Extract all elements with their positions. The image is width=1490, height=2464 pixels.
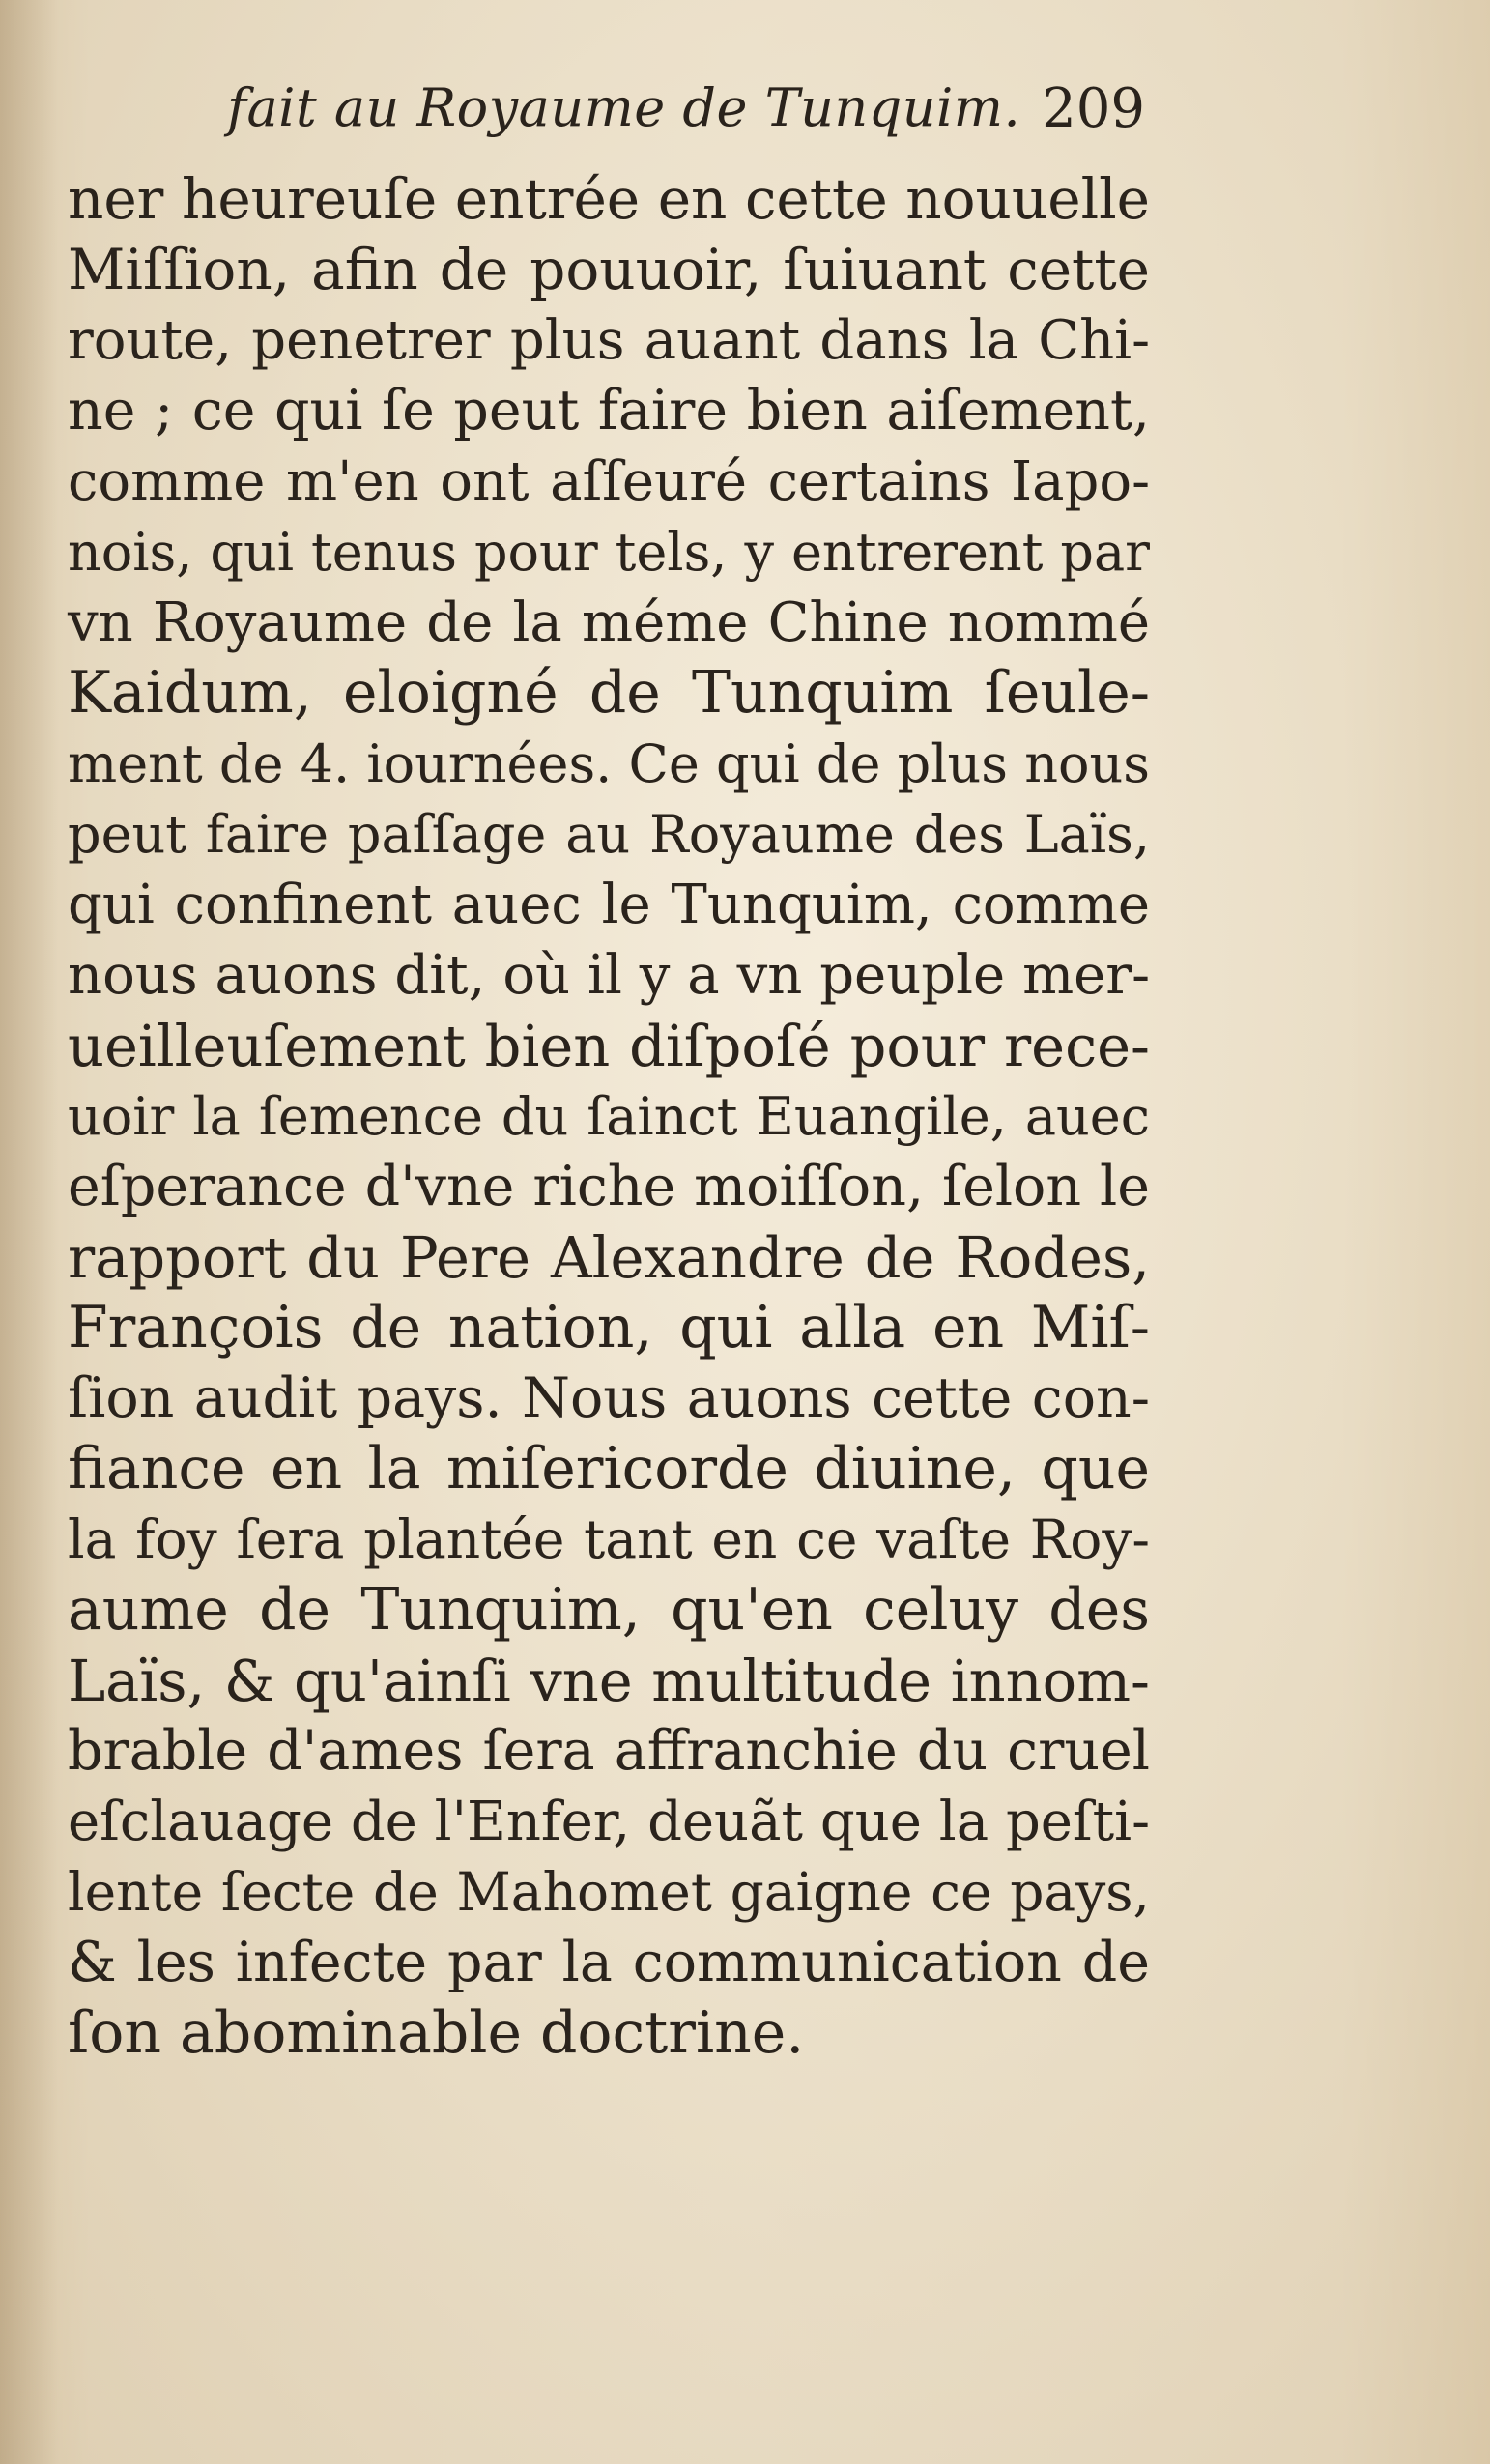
text-line: ne ; ce qui ſe peut faire bien aiſement, — [68, 379, 1150, 443]
text-line: ſon abominable doctrine. — [68, 1999, 805, 2067]
text-line: Kaidum, eloigné de Tunquim ſeule- — [68, 659, 1150, 727]
text-line: qui confinent auec le Tunquim, comme — [68, 874, 1150, 936]
text-line: aume de Tunquim, qu'en celuy des — [68, 1576, 1150, 1644]
text-line: eſperance d'vne riche moiſſon, ſelon le — [68, 1155, 1150, 1218]
text-line: nous auons dit, où il y a vn peuple mer- — [68, 944, 1150, 1007]
text-line: eſclauage de l'Enfer, deuãt que la peſti- — [68, 1791, 1150, 1853]
text-line: François de nation, qui alla en Miſ- — [68, 1294, 1150, 1361]
text-line: brable d'ames ſera affranchie du cruel — [68, 1719, 1150, 1783]
text-line: nois, qui tenus pour tels, y entrerent par — [68, 522, 1150, 583]
text-line: ueilleuſement bien diſpoſé pour rece- — [68, 1013, 1150, 1079]
text-line: Miſſion, afin de pouuoir, ſuiuant cette — [68, 237, 1150, 302]
text-line: & les infecte par la communication de — [68, 1931, 1150, 1994]
running-title: fait au Royaume de Tunquim. — [227, 77, 1021, 138]
text-line: la foy ſera plantée tant en ce vaſte Roy- — [68, 1508, 1150, 1570]
text-line: rapport du Pere Alexandre de Rodes, — [68, 1224, 1150, 1291]
text-line: ner heureuſe entrée en cette nouuelle — [68, 166, 1150, 232]
text-line: vn Royaume de la méme Chine nommé — [68, 591, 1150, 654]
text-line: fiance en la miſericorde diuine, que — [68, 1435, 1150, 1503]
body-text — [68, 164, 1150, 2069]
text-line: route, penetrer plus auant dans la Chi- — [68, 309, 1150, 372]
text-line: ſion audit pays. Nous auons cette con- — [68, 1366, 1150, 1430]
text-line: comme m'en ont aſſeuré certains Iapo- — [68, 450, 1150, 513]
text-line: uoir la ſemence du ſainct Euangile, auec — [68, 1086, 1150, 1147]
text-line: peut faire paſſage au Royaume des Laïs, — [68, 804, 1150, 865]
running-head — [227, 70, 1145, 157]
text-line: Laïs, & qu'ainſi vne multitude innom- — [68, 1647, 1150, 1714]
text-line: lente ſecte de Mahomet gaigne ce pays, — [68, 1861, 1150, 1923]
page-number: 209 — [1042, 77, 1145, 140]
text-line: ment de 4. iournées. Ce qui de plus nous — [68, 733, 1150, 794]
gutter-shadow — [0, 0, 58, 2464]
